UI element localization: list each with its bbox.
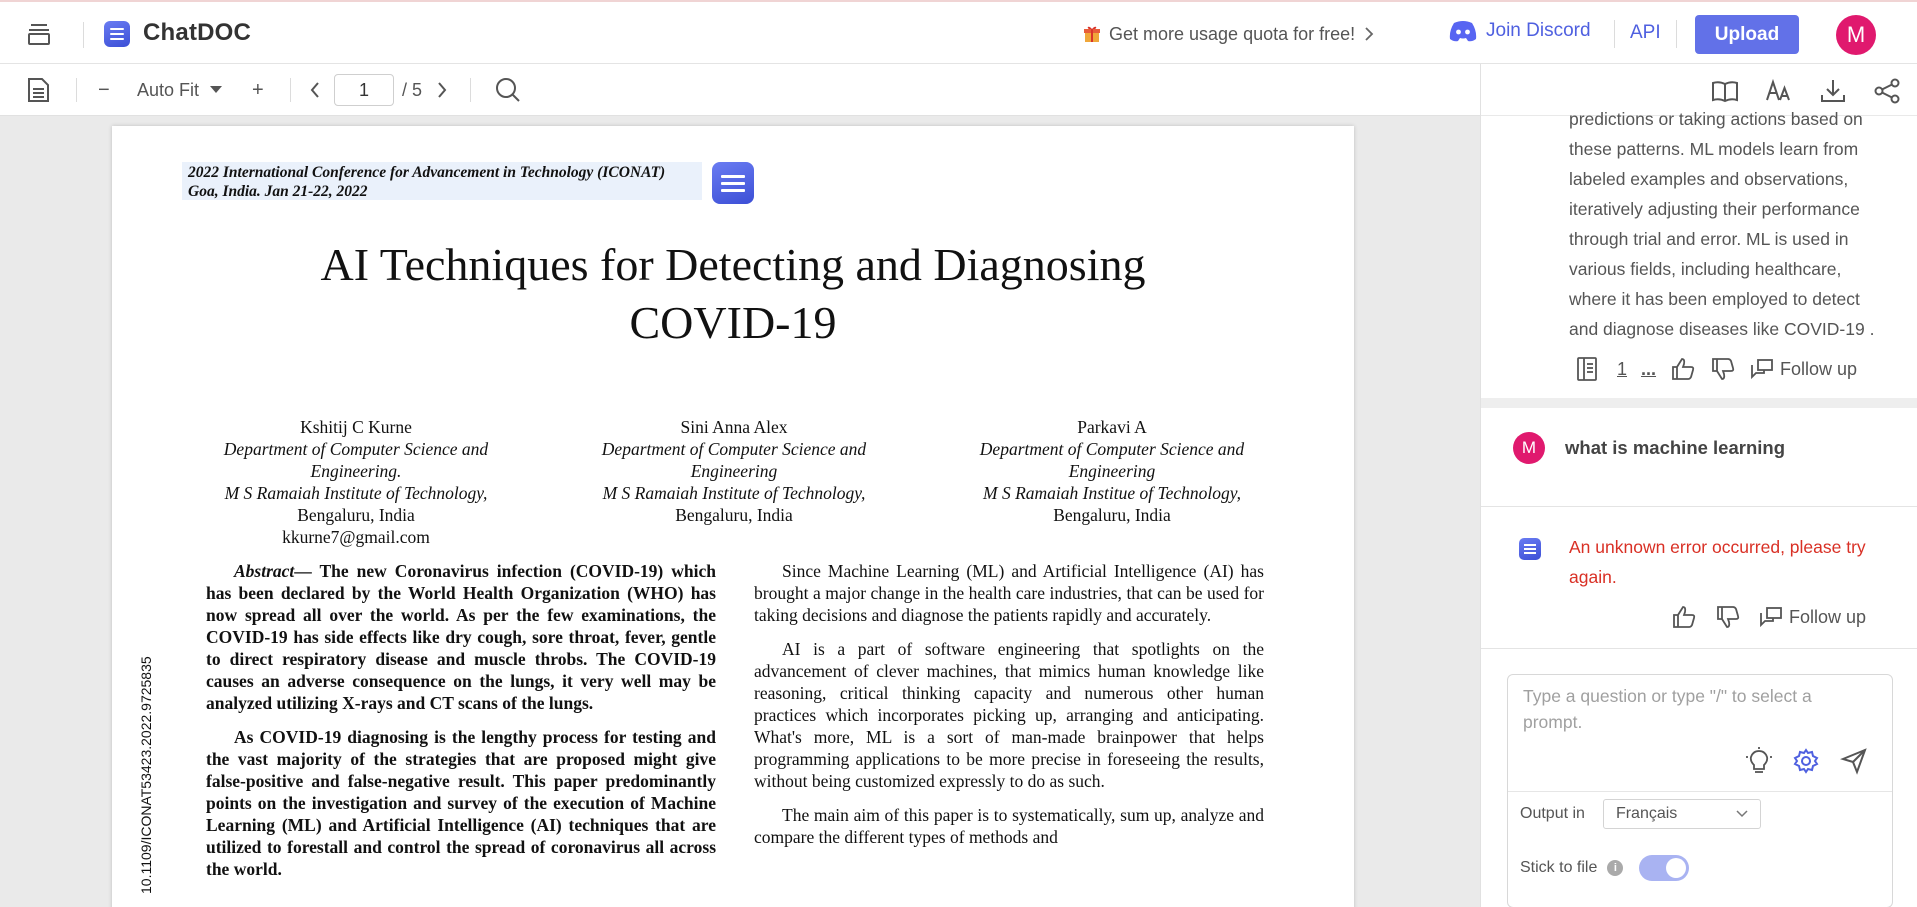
message-divider bbox=[1481, 506, 1917, 507]
author-dept: Department of Computer Science and bbox=[979, 439, 1245, 459]
assistant-avatar bbox=[1519, 538, 1541, 560]
settings-gear-icon[interactable] bbox=[1792, 747, 1820, 775]
total-pages: / 5 bbox=[402, 79, 423, 100]
download-icon[interactable] bbox=[1819, 77, 1847, 105]
source-page-icon[interactable] bbox=[1575, 356, 1599, 382]
zoom-in-button[interactable]: + bbox=[252, 78, 264, 101]
author-dept: Engineering. bbox=[310, 461, 402, 481]
author-dept: Department of Computer Science and bbox=[223, 439, 489, 459]
abstract-paragraph bbox=[206, 560, 716, 714]
search-icon[interactable] bbox=[494, 64, 522, 116]
user-question: what is machine learning bbox=[1565, 437, 1786, 458]
conference-banner bbox=[182, 162, 702, 200]
join-discord-link[interactable] bbox=[1448, 20, 1591, 42]
author-name: Sini Anna Alex bbox=[680, 417, 788, 437]
next-page-icon[interactable] bbox=[436, 64, 448, 116]
author-institute: M S Ramaiah Institute of Technology, bbox=[224, 483, 488, 503]
input-actions bbox=[1746, 747, 1868, 775]
author-institute: M S Ramaiah Institute of Technology, bbox=[602, 483, 866, 503]
api-link[interactable]: API bbox=[1630, 22, 1661, 43]
discord-icon bbox=[1448, 20, 1478, 42]
send-icon[interactable] bbox=[1840, 747, 1868, 775]
question-input[interactable]: Type a question or type "/" to select a prompt. bbox=[1523, 686, 1812, 732]
share-icon[interactable] bbox=[1873, 77, 1901, 105]
quota-promo-link[interactable] bbox=[1083, 20, 1375, 48]
author-city: Bengaluru, India bbox=[297, 505, 415, 525]
font-size-icon[interactable] bbox=[1765, 77, 1793, 105]
upload-button[interactable]: Upload bbox=[1695, 15, 1799, 54]
follow-up-icon bbox=[1750, 358, 1774, 380]
author-block bbox=[584, 416, 884, 526]
chevron-down-icon bbox=[1736, 810, 1748, 818]
citation-more[interactable]: ... bbox=[1641, 358, 1657, 379]
follow-up-label: Follow up bbox=[1780, 358, 1858, 379]
stick-to-file-toggle[interactable] bbox=[1639, 855, 1689, 881]
divider bbox=[290, 78, 291, 102]
message-divider bbox=[1481, 648, 1917, 649]
divider bbox=[1676, 20, 1677, 48]
pdf-toolbar bbox=[0, 64, 1480, 116]
divider bbox=[1614, 20, 1615, 48]
title-line: COVID-19 bbox=[629, 297, 837, 348]
author-block bbox=[206, 416, 506, 548]
page-number-input[interactable] bbox=[334, 74, 394, 106]
author-dept: Engineering bbox=[1068, 461, 1156, 481]
zoom-out-button[interactable]: − bbox=[98, 78, 110, 101]
divider bbox=[76, 78, 77, 102]
stick-to-file-row bbox=[1520, 855, 1689, 881]
author-email: kkurne7@gmail.com bbox=[282, 527, 430, 547]
chatdoc-logo[interactable] bbox=[104, 21, 130, 47]
citation-link[interactable]: 1 bbox=[1617, 358, 1628, 379]
title-line: AI Techniques for Detecting and Diagnosing bbox=[320, 239, 1146, 290]
prev-page-icon[interactable] bbox=[309, 64, 321, 116]
outline-icon[interactable] bbox=[24, 64, 52, 116]
follow-up-icon bbox=[1759, 606, 1783, 628]
message-divider bbox=[1481, 398, 1917, 408]
assistant-answer: predictions or taking actions based on these patterns. ML models learn from labeled examples and observations, iteratively adjusting their performance through trial and error. ML is used in various fields, including healthcare, where it has been employed to detect and diagnose diseases like COVID-19 . bbox=[1569, 109, 1875, 339]
paper-title bbox=[112, 236, 1354, 352]
body-paragraph: AI is a part of software engineering that spotlights on the advancement of clever machines, that mimics human knowledge like reasoning, critical thinking capacity and numerous other human practices which incorporates picking up, arranging and anticipating. What's more, ML is a sort of man-made brainpower that helps programming applications to be more precise in foreseeing the results, without being customized expressly to do as such. bbox=[754, 639, 1264, 791]
stick-label: Stick to file bbox=[1520, 859, 1598, 876]
book-icon[interactable] bbox=[1711, 77, 1739, 105]
chatdoc-page-icon[interactable] bbox=[712, 162, 754, 204]
abstract-text: — The new Coronavirus infection (COVID-19) which has been declared by the World Health Organization (WHO) has now spread all over the world. As per the few examinations, the COVID-19 has side effects like dry cough, sore throat, fever, gentle to direct respiratory disease and muscle throbs. The COVID-19 causes an adverse consequence on the lungs, it very well may be analyzed utilizing X-rays and CT scans of the lungs. bbox=[206, 561, 716, 713]
conference-line: 2022 International Conference for Advancement in Technology (ICONAT) bbox=[188, 164, 666, 181]
thumbs-down-icon[interactable] bbox=[1710, 356, 1736, 382]
body-paragraph: Since Machine Learning (ML) and Artificial Intelligence (AI) has brought a major change in the health care industries, that can be used for taking decisions and diagnose the patients rapidly and accurately. bbox=[754, 561, 1264, 625]
top-header bbox=[0, 0, 1917, 64]
author-dept: Department of Computer Science and bbox=[601, 439, 867, 459]
author-name: Parkavi A bbox=[1077, 417, 1147, 437]
body-paragraph: The main aim of this paper is to systematically, sum up, analyze and compare the different types of methods and bbox=[754, 805, 1264, 847]
thumbs-up-icon[interactable] bbox=[1671, 604, 1697, 630]
author-dept: Engineering bbox=[690, 461, 778, 481]
error-message: An unknown error occurred, please try again. bbox=[1569, 537, 1866, 587]
selected-language: Français bbox=[1615, 805, 1678, 822]
divider bbox=[83, 22, 84, 48]
quota-text: Get more usage quota for free! bbox=[1109, 23, 1356, 44]
follow-up-button[interactable] bbox=[1759, 606, 1866, 628]
abstract-label: Abstract bbox=[234, 561, 295, 581]
gift-icon bbox=[1083, 25, 1101, 43]
author-block bbox=[962, 416, 1262, 526]
divider bbox=[470, 78, 471, 102]
zoom-select[interactable] bbox=[137, 64, 223, 116]
menu-icon[interactable] bbox=[24, 20, 54, 48]
right-column bbox=[754, 560, 1264, 860]
thumbs-up-icon[interactable] bbox=[1670, 356, 1696, 382]
language-select[interactable] bbox=[1603, 799, 1761, 829]
body-paragraph: As COVID-19 diagnosing is the lengthy process for testing and the vast majority of the strategies that are proposed might give false-positive and false-negative result. This paper predominantly points on the investigation and survey of the execution of Machine Learning (ML) and Artificial Intelligence (AI) techniques that are utilized to forestall and control the spread of coronavirus all across the world. bbox=[206, 727, 716, 879]
author-city: Bengaluru, India bbox=[1053, 505, 1171, 525]
error-actions bbox=[1671, 604, 1866, 630]
chat-panel bbox=[1480, 64, 1917, 907]
lightbulb-icon[interactable] bbox=[1746, 747, 1772, 775]
output-language-row bbox=[1520, 799, 1761, 829]
answer-actions bbox=[1575, 354, 1905, 384]
user-avatar[interactable]: M bbox=[1836, 15, 1876, 55]
chevron-down-icon bbox=[209, 85, 223, 95]
left-column bbox=[206, 560, 716, 892]
discord-label: Join Discord bbox=[1486, 20, 1591, 41]
author-name: Kshitij C Kurne bbox=[300, 417, 412, 437]
output-label: Output in bbox=[1520, 805, 1585, 822]
follow-up-label: Follow up bbox=[1789, 606, 1867, 627]
thumbs-down-icon[interactable] bbox=[1715, 604, 1741, 630]
doi-margin-text: 10.1109/ICONAT53423.2022.9725835 bbox=[138, 656, 154, 894]
author-city: Bengaluru, India bbox=[675, 505, 793, 525]
pdf-page[interactable] bbox=[112, 126, 1354, 907]
info-icon[interactable]: i bbox=[1607, 860, 1623, 876]
user-message bbox=[1513, 432, 1785, 464]
chat-input-box bbox=[1507, 674, 1893, 907]
input-divider bbox=[1508, 791, 1892, 792]
user-avatar: M bbox=[1513, 432, 1545, 464]
pdf-viewer[interactable] bbox=[0, 116, 1480, 907]
zoom-level: Auto Fit bbox=[137, 79, 200, 100]
conference-line: Goa, India. Jan 21-22, 2022 bbox=[188, 183, 368, 200]
app-title[interactable]: ChatDOC bbox=[143, 19, 252, 46]
follow-up-button[interactable] bbox=[1750, 358, 1857, 380]
chevron-right-icon bbox=[1363, 26, 1375, 42]
author-institute: M S Ramaiah Institue of Technology, bbox=[983, 483, 1241, 503]
